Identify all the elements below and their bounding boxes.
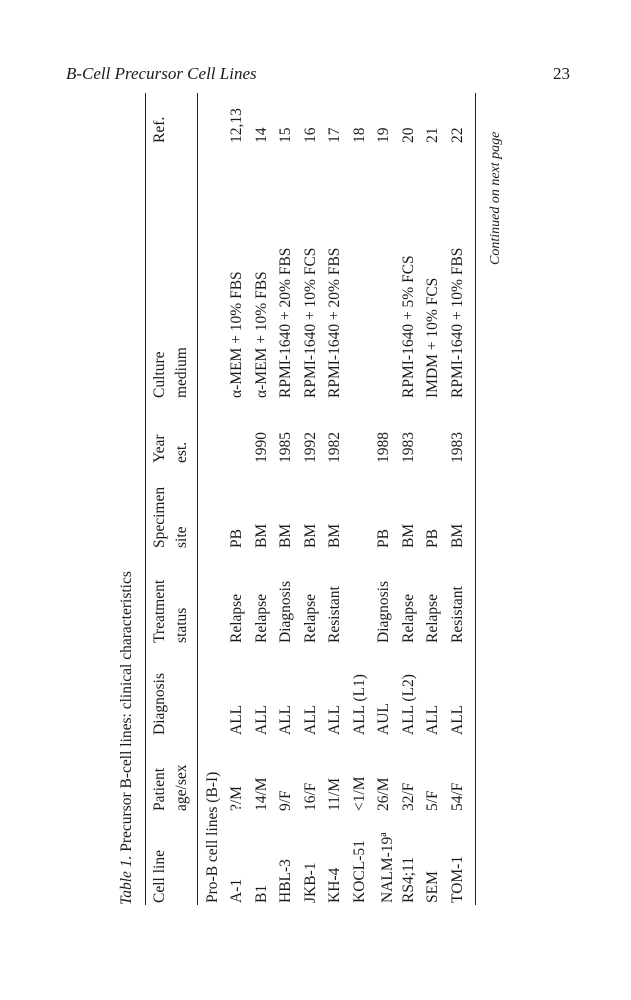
table-group-label: Pro-B cell lines (B-I)	[204, 771, 221, 903]
header-culture-line2: medium	[173, 347, 190, 398]
cell-ref: 15	[277, 127, 294, 143]
footnote-marker: a	[378, 832, 389, 837]
cell-age-sex: 11/M	[326, 777, 343, 811]
header-specimen	[149, 487, 193, 548]
header-year-line1: Year	[151, 434, 168, 463]
header-cell-line-label: Cell line	[151, 850, 168, 903]
cell-ref: 12,13	[228, 108, 245, 143]
header-patient-line2: age/sex	[173, 764, 190, 811]
cell-age-sex: <1/M	[350, 776, 368, 811]
cell-age-sex: 9/F	[277, 790, 294, 811]
cell-cell-line: TOM-1	[448, 855, 466, 903]
cell-treatment: Diagnosis	[277, 581, 294, 643]
table-container	[118, 93, 528, 905]
header-treatment-line2: status	[173, 607, 190, 643]
cell-diagnosis: ALL	[228, 704, 245, 735]
cell-year: 1985	[277, 432, 294, 463]
cell-year: 1983	[448, 432, 466, 463]
header-diagnosis	[149, 673, 171, 735]
cell-cell-line: A-1	[228, 878, 245, 903]
table-header-rule	[197, 93, 198, 905]
header-culture	[149, 347, 193, 398]
continued-note: Continued on next page	[488, 131, 503, 265]
cell-treatment: Resistant	[448, 586, 466, 643]
cell-specimen: BM	[252, 523, 270, 548]
cell-culture: RPMI-1640 + 5% FCS	[399, 255, 417, 398]
cell-culture: RPMI-1640 + 10% FCS	[301, 247, 319, 398]
cell-diagnosis: AUL	[375, 703, 392, 735]
cell-culture: RPMI-1640 + 20% FBS	[277, 247, 294, 398]
cell-cell-line: JKB-1	[301, 862, 319, 903]
cell-specimen: BM	[399, 523, 417, 548]
cell-ref: 21	[424, 127, 441, 143]
cell-treatment: Relapse	[424, 593, 441, 643]
cell-cell-line: RS4;11	[399, 857, 417, 903]
cell-cell-line: HBL-3	[277, 859, 294, 903]
cell-specimen: PB	[424, 529, 441, 548]
cell-treatment: Relapse	[301, 593, 319, 643]
cell-culture: RPMI-1640 + 20% FBS	[326, 247, 343, 398]
cell-culture: RPMI-1640 + 10% FBS	[448, 247, 466, 398]
cell-specimen: PB	[375, 529, 392, 548]
cell-culture: α-MEM + 10% FBS	[228, 271, 245, 398]
header-patient-line1: Patient	[151, 767, 168, 811]
cell-year: 1990	[252, 432, 270, 463]
cell-specimen: BM	[277, 523, 294, 548]
header-treatment-line1: Treatment	[151, 579, 168, 643]
cell-age-sex: 5/F	[424, 790, 441, 811]
header-ref-label: Ref.	[151, 116, 168, 143]
cell-diagnosis: ALL (L2)	[399, 674, 417, 735]
cell-culture: α-MEM + 10% FBS	[252, 271, 270, 398]
cell-year: 1988	[375, 432, 392, 463]
running-head: B-Cell Precursor Cell Lines	[66, 64, 257, 83]
header-year-line2: est.	[173, 441, 190, 463]
table-caption-text: Precursor B-cell lines: clinical characteristics	[118, 571, 135, 852]
cell-ref: 16	[301, 127, 319, 143]
header-treatment	[149, 580, 193, 643]
cell-year: 1983	[399, 432, 417, 463]
cell-year: 1982	[326, 432, 343, 463]
header-cell-line	[149, 850, 171, 903]
cell-age-sex: 26/M	[375, 777, 392, 811]
page-number: 23	[553, 64, 570, 83]
cell-diagnosis: ALL	[326, 704, 343, 735]
cell-year: 1992	[301, 432, 319, 463]
table-caption	[118, 571, 136, 905]
table-caption-label: Table 1.	[118, 855, 135, 905]
cell-ref: 19	[375, 127, 392, 143]
cell-cell-line: SEM	[424, 871, 441, 903]
cell-ref: 22	[448, 127, 466, 143]
header-patient	[149, 765, 193, 811]
cell-age-sex: 54/F	[448, 782, 466, 811]
cell-age-sex: 14/M	[252, 777, 270, 811]
cell-diagnosis: ALL	[252, 704, 270, 735]
cell-specimen: BM	[301, 523, 319, 548]
cell-specimen: BM	[326, 523, 343, 548]
cell-treatment: Relapse	[228, 593, 245, 643]
header-ref	[149, 117, 171, 143]
header-specimen-line1: Specimen	[151, 486, 168, 548]
cell-cell-line: KH-4	[326, 867, 343, 903]
cell-ref: 17	[326, 127, 343, 143]
header-year	[149, 434, 193, 463]
header-diagnosis-label: Diagnosis	[151, 673, 168, 735]
cell-treatment: Resistant	[326, 586, 343, 643]
cell-diagnosis: ALL	[448, 704, 466, 735]
cell-treatment: Diagnosis	[375, 581, 392, 643]
cell-age-sex: 16/F	[301, 782, 319, 811]
cell-culture: IMDM + 10% FCS	[424, 277, 441, 398]
cell-treatment: Relapse	[252, 593, 270, 643]
cell-specimen: PB	[228, 529, 245, 548]
cell-age-sex: ?/M	[228, 786, 245, 811]
cell-diagnosis: ALL	[424, 704, 441, 735]
header-specimen-line2: site	[173, 526, 190, 548]
cell-diagnosis: ALL (L1)	[350, 674, 368, 735]
cell-ref: 20	[399, 127, 417, 143]
header-culture-line1: Culture	[151, 351, 168, 398]
cell-cell-line: KOCL-51	[350, 840, 368, 903]
table-bottom-rule	[475, 93, 476, 905]
cell-cell-line: NALM-19$^a$	[378, 832, 397, 903]
cell-diagnosis: ALL	[277, 704, 294, 735]
cell-ref: 18	[350, 127, 368, 143]
table-top-rule	[145, 93, 146, 905]
cell-cell-line: B1	[252, 884, 270, 903]
cell-specimen: BM	[448, 523, 466, 548]
cell-ref: 14	[252, 127, 270, 143]
cell-age-sex: 32/F	[399, 782, 417, 811]
cell-diagnosis: ALL	[301, 704, 319, 735]
cell-treatment: Relapse	[399, 593, 417, 643]
